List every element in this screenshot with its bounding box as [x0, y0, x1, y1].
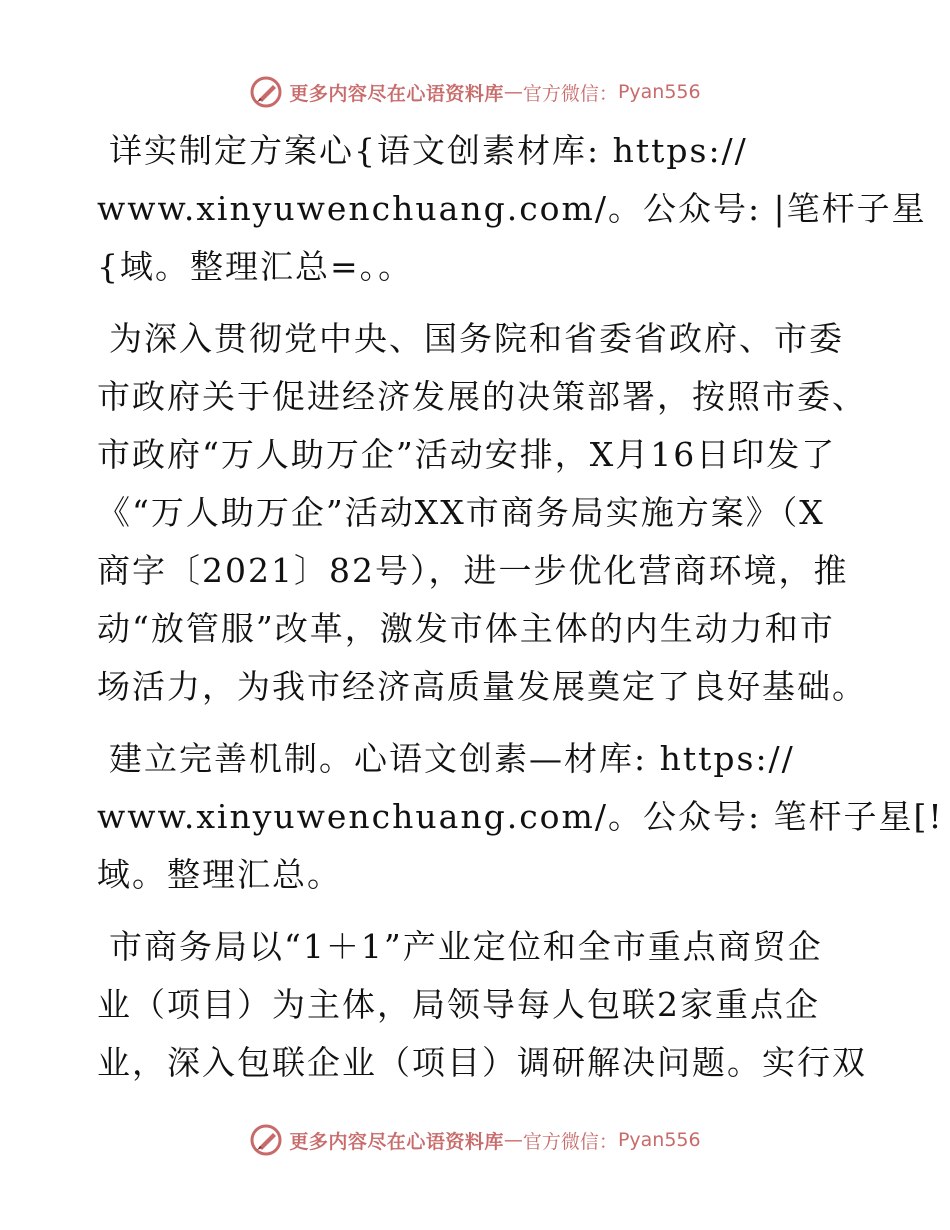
- text-line: 业（项目）为主体，局领导每人包联2家重点企: [97, 985, 820, 1024]
- text-line: 场活力，为我市经济高质量发展奠定了良好基础。: [97, 667, 867, 706]
- text-line: 建立完善机制。心语文创素—材库: https://: [109, 739, 795, 778]
- footer-banner: [0, 1120, 950, 1160]
- banner-text: 更多内容尽在心语资料库: [289, 82, 504, 105]
- text-line: 详实制定方案心{语文创素材库: https://: [109, 131, 748, 170]
- text-line: {域。整理汇总=。。: [97, 247, 414, 286]
- banner-official-label: 官方微信：: [522, 82, 618, 105]
- document-body: [97, 122, 944, 1106]
- banner-text: 更多内容尽在心语资料库: [289, 1130, 504, 1153]
- text-line: 市政府“万人助万企”活动安排，X月16日印发了: [97, 435, 837, 474]
- header-banner: [0, 72, 950, 112]
- paragraph-2: [97, 310, 867, 716]
- text-line: 域。整理汇总。: [97, 855, 342, 894]
- text-line: 市商务局以“1＋1”产业定位和全市重点商贸企: [109, 927, 823, 966]
- banner-wechat-id: Pyan556: [617, 1129, 701, 1151]
- pen-logo-icon: [249, 1123, 283, 1157]
- paragraph-4: [97, 918, 867, 1092]
- pen-logo-icon: [249, 75, 283, 109]
- text-line: www.xinyuwenchuang.com/。公众号: |笔杆子星: [97, 189, 927, 228]
- banner-wechat-id: Pyan556: [617, 81, 701, 103]
- banner-official-label: 官方微信：: [522, 1130, 618, 1153]
- text-line: www.xinyuwenchuang.com/。公众号: 笔杆子星[!: [97, 797, 944, 836]
- paragraph-3: [97, 730, 944, 904]
- text-line: 业，深入包联企业（项目）调研解决问题。实行双: [97, 1043, 867, 1082]
- paragraph-1: [97, 122, 927, 296]
- banner-dash: —: [503, 81, 523, 103]
- banner-dash: —: [503, 1129, 523, 1151]
- text-line: 为深入贯彻党中央、国务院和省委省政府、市委: [109, 319, 844, 358]
- text-line: 《“万人助万企”活动XX市商务局实施方案》（X: [97, 493, 825, 532]
- text-line: 市政府关于促进经济发展的决策部署，按照市委、: [97, 377, 867, 416]
- text-line: 动“放管服”改革，激发市体主体的内生动力和市: [97, 609, 835, 648]
- text-line: 商字〔2021〕82号），进一步优化营商环境，推: [97, 551, 849, 590]
